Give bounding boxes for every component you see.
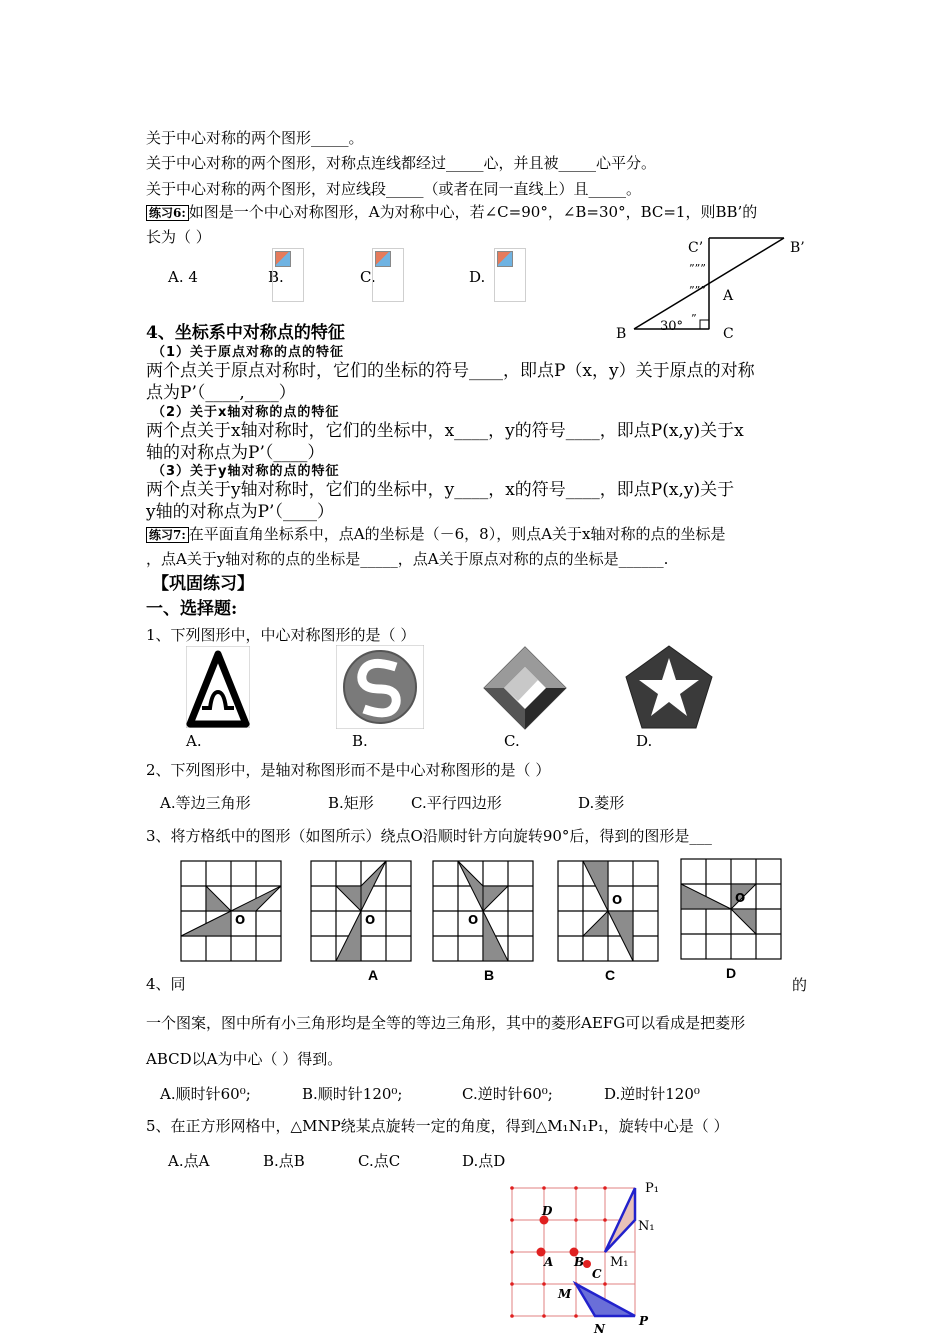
image-placeholder-d: [494, 248, 526, 302]
q1-figure-a: [186, 646, 250, 728]
q2-option-d: D.菱形: [578, 794, 625, 812]
q2-option-b: B.矩形: [328, 794, 374, 812]
center-o-label: O: [612, 893, 623, 907]
image-placeholder-c: [372, 248, 404, 302]
label-d: D: [542, 1204, 553, 1218]
ex6-option-c: C.: [360, 268, 376, 286]
consolidation-heading: 【巩固练习】: [152, 574, 254, 594]
subsection-3: （3）关于y轴对称的点的特征: [152, 464, 340, 479]
s3-line-b: y轴的对称点为P’（____）: [146, 502, 334, 522]
section-4-title: 4、坐标系中对称点的特征: [146, 323, 345, 343]
q3-option-a-label: A: [368, 967, 379, 983]
exercise-7-label: 练习7:: [146, 527, 189, 543]
s1-line-b: 点为P’（____,____）: [146, 383, 296, 403]
broken-image-icon: [275, 251, 291, 267]
label-a: A: [544, 1255, 554, 1269]
label-p: P: [639, 1314, 649, 1328]
q4-option-b: B.顺时针120⁰;: [302, 1085, 403, 1103]
q3-option-d-label: D: [726, 965, 737, 981]
label-m1: M₁: [610, 1255, 629, 1270]
line-2: 关于中心对称的两个图形，对称点连线都经过_____心，并且被_____心平分。: [146, 154, 657, 172]
q3-option-b-label: B: [484, 967, 495, 983]
exercise-6-text2: 长为（ ）: [146, 228, 211, 246]
label-c-prime: C’: [688, 240, 704, 256]
q3-original-grid: [180, 860, 282, 962]
q2-option-a: A.等边三角形: [160, 794, 251, 812]
q2-option-c: C.平行四边形: [411, 794, 502, 812]
center-o-label: O: [735, 891, 746, 905]
label-a: A: [723, 288, 734, 304]
tick-marks-1: ”””: [689, 262, 706, 275]
q1-option-a: A.: [186, 732, 202, 750]
q4-option-c: C.逆时针60⁰;: [462, 1085, 553, 1103]
s2-line-a: 两个点关于x轴对称时，它们的坐标中，x____，y的符号____，即点P(x,y)关于x: [146, 421, 744, 441]
question-4-end: 的: [792, 976, 808, 994]
broken-image-icon: [375, 251, 391, 267]
q1-figure-b: [336, 645, 424, 729]
q3-grid-d: [680, 858, 782, 960]
line-1: 关于中心对称的两个图形_____。: [146, 129, 364, 147]
q3-grid-a: [310, 860, 412, 962]
s2-line-b: 轴的对称点为P’（____）: [146, 443, 325, 463]
exercise-6-text: 如图是一个中心对称图形，A为对称中心，若∠C=90°，∠B=30°，BC=1，则BB’的: [188, 203, 758, 221]
exercise-6-label: 练习6:: [146, 205, 189, 221]
center-o-label: O: [468, 913, 479, 927]
question-4-line-2: 一个图案，图中所有小三角形均是全等的等边三角形，其中的菱形AEFG可以看成是把菱形: [146, 1014, 746, 1032]
broken-image-icon: [497, 251, 513, 267]
q4-option-a: A.顺时针60⁰;: [160, 1085, 251, 1103]
q4-option-d: D.逆时针120⁰: [604, 1085, 700, 1103]
ex6-option-d: D.: [469, 268, 486, 286]
label-b-prime: B’: [790, 240, 805, 256]
q3-grid-b: [432, 860, 534, 962]
exercise-6: [146, 202, 757, 223]
label-c: C: [592, 1267, 602, 1281]
center-o-label: O: [235, 913, 246, 927]
angle-label: 30°: [660, 319, 684, 334]
label-n: N: [594, 1322, 605, 1336]
question-4-start: 4、同: [146, 975, 186, 993]
subsection-2: （2）关于x轴对称的点的特征: [152, 405, 340, 420]
center-o-label: O: [365, 913, 376, 927]
q1-option-d: D.: [636, 732, 653, 750]
exercise-7-text2: ，点A关于y轴对称的点的坐标是_____，点A关于原点对称的点的坐标是______.: [146, 550, 669, 568]
question-4-line-3: ABCD以A为中心（ ）得到。: [146, 1050, 343, 1068]
q1-figure-d: [624, 644, 714, 730]
exercise-6-figure: [612, 232, 812, 344]
q3-grid-c: [557, 860, 659, 962]
label-m: M: [558, 1287, 572, 1301]
subsection-1: （1）关于原点对称的点的特征: [152, 345, 345, 360]
label-b: B: [574, 1255, 585, 1269]
label-p1: P₁: [645, 1181, 659, 1196]
q5-option-a: A.点A: [168, 1152, 210, 1170]
label-b: B: [616, 326, 627, 342]
q5-option-b: B.点B: [263, 1152, 305, 1170]
exercise-7: [146, 524, 726, 545]
q1-option-c: C.: [504, 732, 520, 750]
question-2: 2、下列图形中，是轴对称图形而不是中心对称图形的是（ ）: [146, 761, 551, 779]
question-1: 1、下列图形中，中心对称图形的是（ ）: [146, 626, 416, 644]
label-c: C: [723, 326, 734, 342]
ex6-option-b: B.: [268, 268, 284, 286]
q1-option-b: B.: [352, 732, 368, 750]
s1-line-a: 两个点关于原点对称时，它们的坐标的符号____，即点P（x，y）关于原点的对称: [146, 361, 755, 381]
question-5: 5、在正方形网格中，△MNP绕某点旋转一定的角度，得到△M₁N₁P₁，旋转中心是（ ）: [146, 1117, 729, 1135]
q5-rotation-figure: [505, 1178, 675, 1338]
q1-figure-c: [482, 645, 568, 731]
part-1-heading: 一、选择题:: [146, 599, 238, 619]
question-3: 3、将方格纸中的图形（如图所示）绕点O沿顺时针方向旋转90°后，得到的图形是___: [146, 827, 712, 845]
image-placeholder-b: [272, 248, 304, 302]
tick-mark-3: ”: [691, 312, 697, 325]
tick-marks-2: ”””: [689, 284, 706, 297]
line-3: 关于中心对称的两个图形，对应线段_____（或者在同一直线上）且_____。: [146, 180, 642, 198]
q5-option-d: D.点D: [462, 1152, 506, 1170]
label-n1: N₁: [638, 1219, 655, 1234]
q3-option-c-label: C: [605, 967, 616, 983]
exercise-7-text: 在平面直角坐标系中，点A的坐标是（－6，8），则点A关于x轴对称的点的坐标是: [188, 525, 726, 543]
ex6-option-a: A. 4: [168, 268, 198, 286]
q5-option-c: C.点C: [358, 1152, 401, 1170]
s3-line-a: 两个点关于y轴对称时，它们的坐标中，y____，x的符号____，即点P(x,y)关于: [146, 480, 735, 500]
